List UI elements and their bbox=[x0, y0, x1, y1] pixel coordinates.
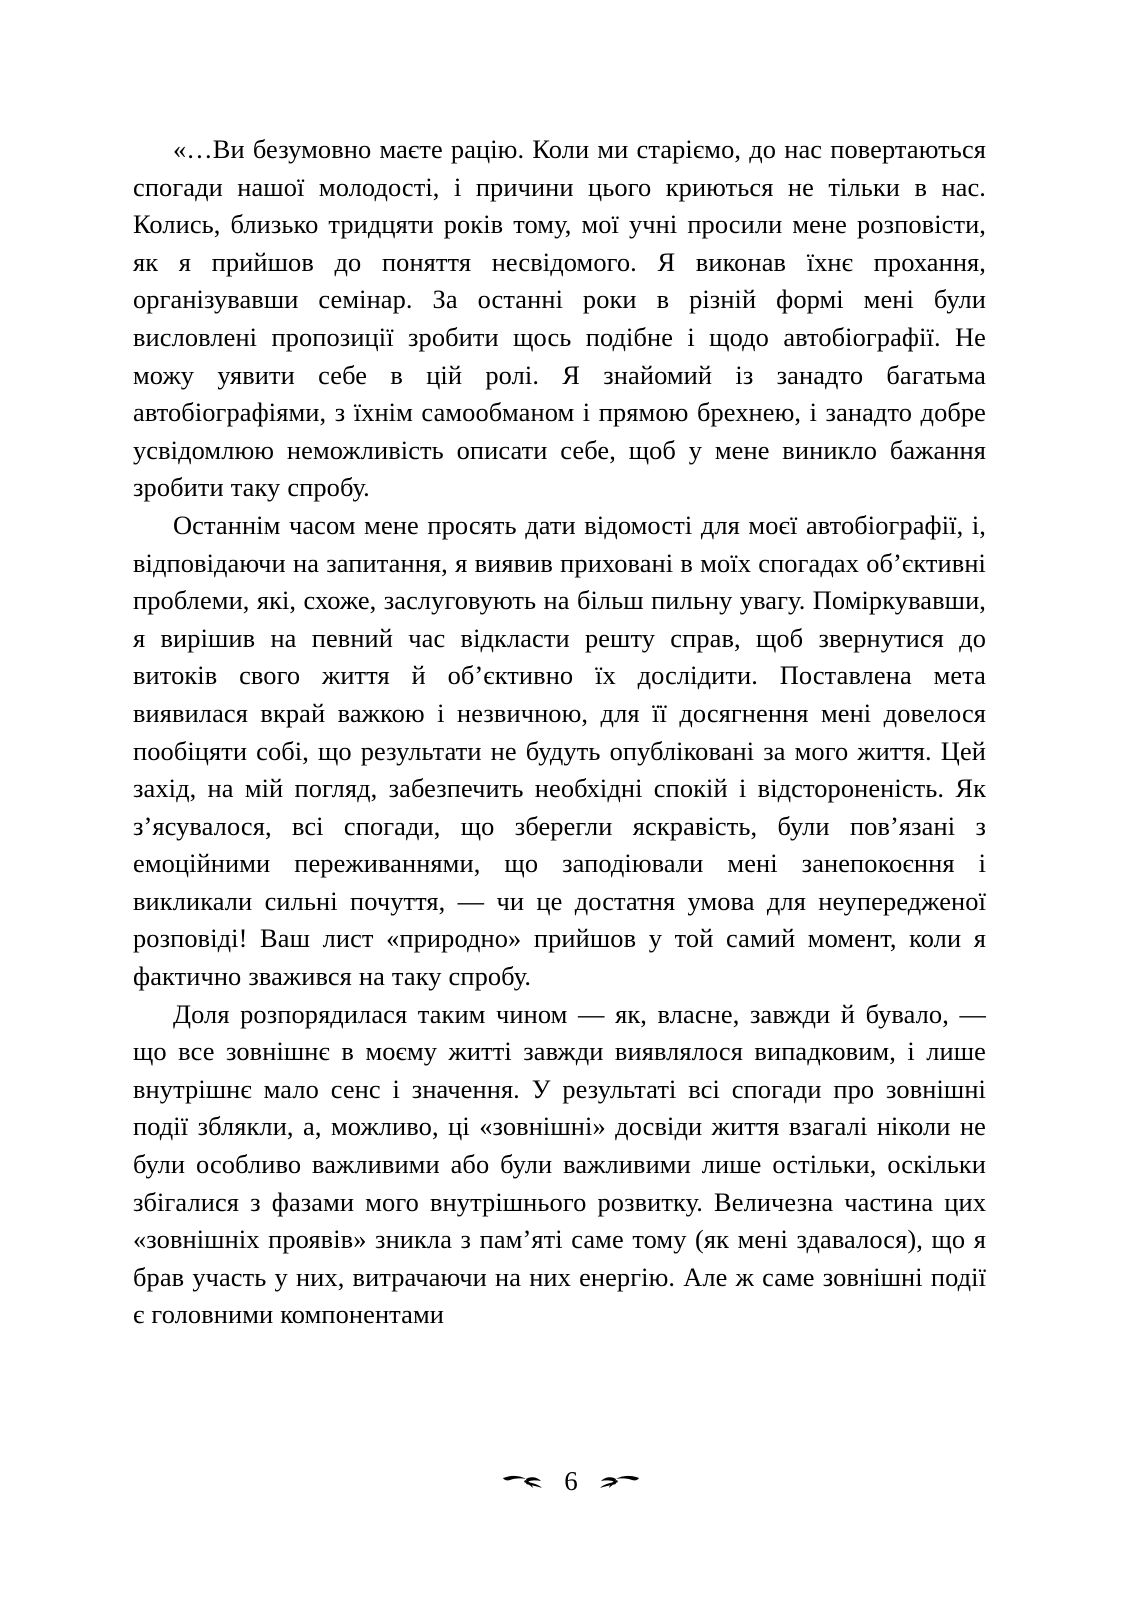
paragraph-2: Останнім часом мене просять дати відомості для моєї автобіографії, і, відповідаючи на запитання, я виявив приховані в моїх спогадах об’єктивні проблеми, які, схоже, заслуговують на більш пильну увагу. Поміркувавши, я вирішив на певний час відкласти решту справ, щоб звернутися до витоків свого життя й об’єктивно їх дослідити. Поставлена мета виявилася вкрай важкою і незвичною, для її досягнення мені довелося пообіцяти собі, що результати не будуть опубліковані за мого життя. Цей захід, на мій погляд, забезпечить необхідні спокій і відстороненість. Як з’ясувалося, всі спогади, що зберегли яскравість, були пов’язані з емоційними переживаннями, що заподіювали мені занепокоєння і викликали сильні почуття, — чи це достатня умова для неупередженої розповіді! Ваш лист «природно» прийшов у той самий момент, коли я фактично зважився на таку спробу. bbox=[133, 509, 986, 992]
page-number: 6 bbox=[564, 1465, 578, 1496]
page-bottom-clip bbox=[0, 1452, 1142, 1464]
page-text-body bbox=[133, 131, 986, 1334]
paragraph-3: Доля розпорядилася таким чином — як, власне, завжди й бувало, — що все зовнішнє в моєму житті завжди виявлялося випадковим, і лише внутрішнє мало сенс і значення. У результаті всі спогади про зовнішні події зблякли, а, можливо, ці «зовнішні» досвіди життя взагалі ніколи не були особливо важливими або були важливими лише остільки, оскільки збігалися з фазами мого внутрішнього розвитку. Величезна частина цих «зовнішніх проявів» зникла з пам’яті саме тому (як мені здавалося), що я брав участь у них, витрачаючи на них енергію. Але ж саме зовнішні події є головними компонентами bbox=[133, 998, 986, 1330]
leaf-flourish-left-icon bbox=[501, 1472, 547, 1492]
paragraph-1: «…Ви безумовно маєте рацію. Коли ми старіємо, до нас повертаються спогади нашої молодості, і причини цього криються не тільки в нас. Колись, близько тридцяти років тому, мої учні просили мене розповісти, як я прийшов до поняття несвідомого. Я виконав їхнє прохання, організувавши семінар. За останні роки в різній формі мені були висловлені пропозиції зробити щось подібне і щодо автобіографії. Не можу уявити себе в цій ролі. Я знайомий із занадто багатьма автобіографіями, з їхнім самообманом і прямою брехнею, і занадто добре усвідомлюю неможливість описати себе, щоб у мене виникло бажання зробити таку спробу. bbox=[133, 134, 986, 503]
leaf-flourish-right-icon bbox=[595, 1472, 641, 1492]
page-footer bbox=[0, 1466, 1142, 1495]
